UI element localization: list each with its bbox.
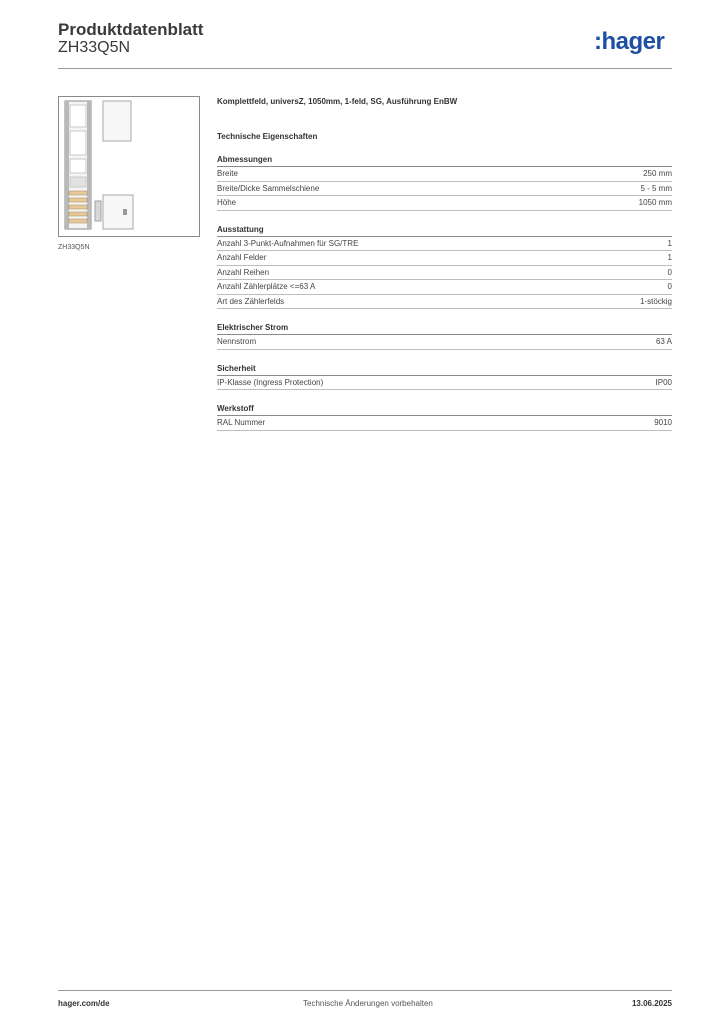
row-label: RAL Nummer [217,418,266,427]
row-value: 9010 [654,418,672,427]
section-title: Ausstattung [217,224,672,237]
table-row [217,295,672,310]
image-caption: ZH33Q5N [58,244,90,251]
section-title: Sicherheit [217,363,672,376]
row-label: IP-Klasse (Ingress Protection) [217,377,324,387]
section-abmessungen [217,154,672,211]
row-label: Nennstrom [217,337,257,346]
section-title: Abmessungen [217,154,672,167]
section-title: Werkstoff [217,403,672,416]
section-elektrischer-strom [217,322,672,350]
table-row [217,237,672,252]
table-row [217,251,672,266]
row-value: 0 [667,282,672,291]
table-row [217,335,672,350]
footer-divider [58,990,672,991]
table-row [217,280,672,295]
product-image [59,97,199,236]
footer-date: 13.06.2025 [631,999,672,1008]
row-value: 1-stöckig [639,296,672,306]
table-row [217,182,672,197]
row-label: Breite/Dicke Sammelschiene [217,183,320,193]
section-ausstattung [217,224,672,310]
row-value: IP00 [655,377,672,387]
section-werkstoff [217,403,672,431]
website-link[interactable]: hager.com/de [58,999,110,1008]
footer-notice: Technische Änderungen vorbehalten [303,999,433,1008]
hager-logo [594,27,674,57]
row-label: Höhe [217,198,237,207]
logo-text: :hager [594,28,665,55]
row-value: 0 [667,267,672,277]
row-value: 1050 mm [638,198,672,207]
row-label: Breite [217,169,238,178]
tech-properties-title: Technische Eigenschaften [217,132,318,141]
section-sicherheit [217,363,672,391]
product-code: ZH33Q5N [58,39,131,56]
row-label: Anzahl Reihen [217,267,270,277]
row-label: Anzahl Zählerplätze <=63 A [217,282,316,291]
row-value: 250 mm [643,169,672,178]
table-row [217,196,672,211]
table-row [217,167,672,182]
header-divider [58,68,672,69]
row-value: 5 - 5 mm [640,183,672,193]
table-row [217,376,672,391]
row-label: Art des Zählerfelds [217,296,285,306]
product-details [217,96,672,431]
row-label: Anzahl 3-Punkt-Aufnahmen für SG/TRE [217,238,359,248]
table-row [217,416,672,431]
row-label: Anzahl Felder [217,253,267,262]
product-image-frame [58,96,200,237]
row-value: 1 [667,253,672,262]
row-value: 63 A [655,337,672,346]
page-title: Produktdatenblatt [58,20,204,39]
section-title: Elektrischer Strom [217,322,672,335]
row-value: 1 [667,238,672,248]
table-row [217,266,672,281]
product-description: Komplettfeld, universZ, 1050mm, 1-feld, SG, Ausführung EnBW [217,97,458,106]
